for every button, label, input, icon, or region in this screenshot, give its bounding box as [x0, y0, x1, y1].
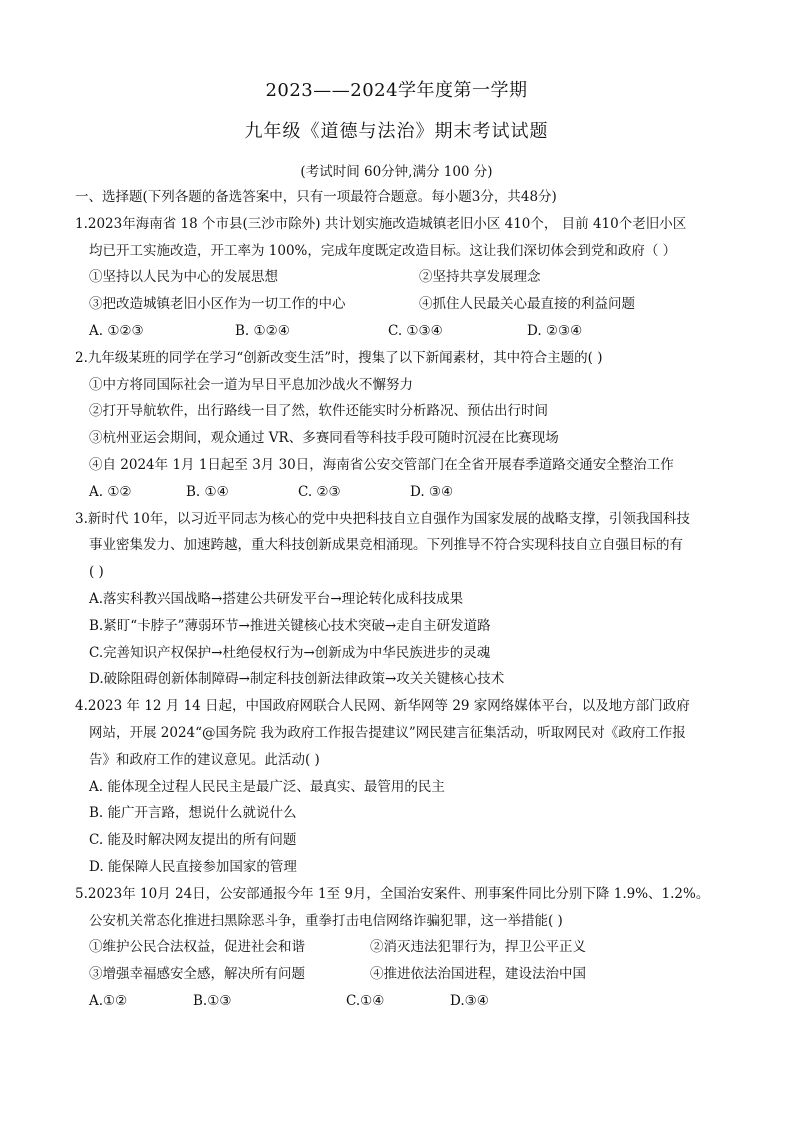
answer-option-d[interactable]: D. ③④	[410, 483, 454, 500]
question-stem-line: 告》和政府工作的建议意见。此活动( )	[89, 751, 320, 768]
statement-item: ③增强幸福感安全感，解决所有问题	[89, 966, 305, 983]
answer-option-a[interactable]: A.①②	[89, 992, 128, 1009]
question-stem-line: 1.2023年海南省 18 个市县(三沙市除外) 共计划实施改造城镇老旧小区 410个， 目前 410个老旧小区	[75, 215, 687, 232]
question-4	[75, 693, 725, 881]
statement-item: ④抓住人民最关心最直接的利益问题	[419, 296, 635, 313]
statement-item: ①维护公民合法权益，促进社会和谐	[89, 939, 305, 956]
answer-option-a[interactable]: A. 能体现全过程人民民主是最广泛、最真实、最管用的民主	[89, 778, 445, 795]
answer-option-c[interactable]: C.完善知识产权保护→杜绝侵权行为→创新成为中华民族进步的灵魂	[89, 644, 491, 661]
page-title-term: 2023——2024学年度第一学期	[265, 80, 528, 101]
question-1	[75, 211, 725, 345]
statement-item: ②消灭违法犯罪行为，捍卫公平正义	[370, 939, 586, 956]
answer-option-a[interactable]: A.落实科教兴国战略→搭建公共研发平台→理论转化成科技成果	[89, 590, 464, 607]
statement-item: ①中方将同国际社会一道为早日平息加沙战火不懈努力	[89, 376, 413, 393]
answer-option-d[interactable]: D.③④	[450, 992, 489, 1009]
answer-option-c[interactable]: C. ②③	[298, 483, 341, 500]
section-heading: 一、选择题(下列各题的备选答案中，只有一项最符合题意。每小题3分，共48分)	[75, 189, 557, 205]
question-stem-line: 均已开工实施改造，开工率为 100%，完成年度既定改造目标。这让我们深切体会到党和政府（ ）	[89, 242, 677, 259]
question-3	[75, 506, 725, 694]
answer-option-b[interactable]: B. ①④	[186, 483, 229, 500]
answer-option-a[interactable]: A. ①②③	[89, 322, 144, 339]
answer-options	[75, 479, 725, 506]
statement-row	[75, 934, 725, 961]
question-stem-line: 5.2023年 10月 24日，公安部通报今年 1至 9月，全国治安案件、刑事案件同比分别下降 1.9%、1.2%。	[75, 885, 710, 902]
answer-option-b[interactable]: B.紧盯“卡脖子”薄弱环节→推进关键核心技术突破→走自主研发道路	[89, 617, 491, 634]
question-5	[75, 881, 725, 1015]
answer-options	[75, 318, 725, 345]
answer-option-a[interactable]: A. ①②	[89, 483, 132, 500]
statement-item: ③把改造城镇老旧小区作为一切工作的中心	[89, 296, 346, 313]
question-stem-line: 公安机关常态化推进扫黑除恶斗争，重拳打击电信网络诈骗犯罪，这一举措能( )	[89, 912, 563, 929]
question-stem-line: 2.九年级某班的同学在学习“创新改变生活”时，搜集了以下新闻素材，其中符合主题的( )	[75, 349, 603, 366]
question-stem-line: 事业密集发力、加速跨越，重大科技创新成果竞相涌现。下列推导不符合实现科技自立自强目标的有	[89, 537, 683, 554]
question-stem-line: 3.新时代 10年，以习近平同志为核心的党中央把科技自立自强作为国家发展的战略支撑，引领我国科技	[75, 510, 690, 527]
exam-info: (考试时间 60分钟,满分 100 分)	[300, 164, 493, 180]
statement-item: ②坚持共享发展理念	[419, 269, 541, 286]
answer-option-c[interactable]: C. 能及时解决网友提出的所有问题	[89, 832, 297, 849]
answer-options	[75, 988, 725, 1015]
question-stem-line: ( )	[89, 564, 104, 581]
question-stem-line: 4.2023 年 12 月 14 日起，中国政府网联合人民网、新华网等 29 家网络媒体平台，以及地方部门政府	[75, 698, 690, 715]
question-stem-line: 网站，开展 2024“@国务院 我为政府工作报告提建议”网民建言征集活动，听取网民对《政府工作报	[89, 724, 686, 741]
statement-row	[75, 291, 725, 318]
statement-item: ②打开导航软件，出行路线一目了然，软件还能实时分析路况、预估出行时间	[89, 403, 548, 420]
page-title-subject: 九年级《道德与法治》期末考试试题	[244, 121, 549, 142]
question-2	[75, 345, 725, 506]
answer-option-d[interactable]: D. ②③④	[527, 322, 583, 339]
answer-option-b[interactable]: B.①③	[193, 992, 232, 1009]
statement-item: ④自 2024年 1月 1日起至 3月 30日，海南省公安交管部门在全省开展春季道路交通安全整治工作	[89, 456, 674, 473]
statement-item: ④推进依法治国进程，建设法治中国	[370, 966, 586, 983]
statement-item: ①坚持以人民为中心的发展思想	[89, 269, 278, 286]
statement-item: ③杭州亚运会期间，观众通过 VR、多赛同看等科技手段可随时沉浸在比赛现场	[89, 430, 559, 447]
statement-row	[75, 264, 725, 291]
answer-option-b[interactable]: B. ①②④	[235, 322, 290, 339]
answer-option-d[interactable]: D. 能保障人民直接参加国家的管理	[89, 858, 297, 875]
statement-row	[75, 961, 725, 988]
answer-option-d[interactable]: D.破除阻碍创新体制障碍→制定科技创新法律政策→攻关关键核心技术	[89, 671, 505, 688]
answer-option-b[interactable]: B. 能广开言路，想说什么就说什么	[89, 805, 297, 822]
answer-option-c[interactable]: C.①④	[346, 992, 385, 1009]
exam-body	[75, 184, 725, 1015]
answer-option-c[interactable]: C. ①③④	[388, 322, 443, 339]
